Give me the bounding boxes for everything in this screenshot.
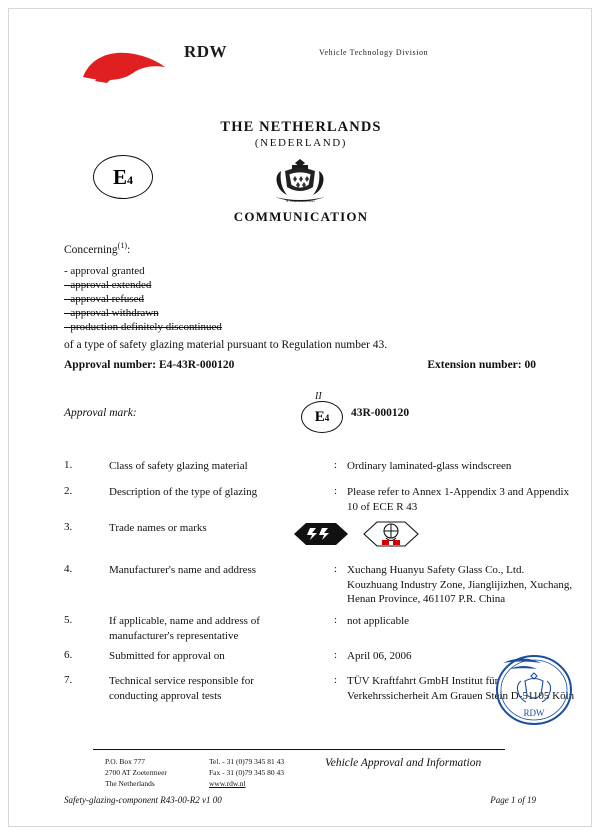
footer-address (105, 757, 167, 790)
option-approval-granted: - approval granted (64, 265, 145, 277)
footer-divider (93, 749, 505, 750)
black-hexagon-trademark-icon (292, 521, 350, 552)
option-approval-refused: - approval refused (64, 293, 145, 305)
brand-title: RDW (184, 42, 228, 61)
rdw-swoosh-logo-icon (79, 47, 175, 87)
netherlands-coat-of-arms-icon (245, 157, 355, 205)
item-colon: : (334, 674, 338, 686)
item-colon: : (334, 649, 338, 661)
item-colon: : (334, 563, 338, 575)
item-label: Submitted for approval on (109, 650, 225, 662)
address-line-2: 2700 AT Zoetermeer (105, 767, 167, 777)
item-label: Class of safety glazing material (109, 460, 248, 472)
item-number: 6. (64, 649, 73, 661)
footer-page-number: Page 1 of 19 (490, 795, 536, 805)
footer-website-link[interactable]: www.rdw.nl (209, 778, 246, 788)
rdw-blue-oval-stamp-icon (493, 647, 575, 729)
extension-number-label: Extension number: (427, 359, 522, 371)
item-colon: : (334, 459, 338, 471)
e-letter: E (112, 165, 127, 189)
item-value: April 06, 2006 (347, 650, 412, 662)
item-number: 1. (64, 459, 73, 471)
concerning-colon: : (126, 243, 131, 256)
svg-text:JE MAINTIENDRAI: JE MAINTIENDRAI (285, 199, 315, 203)
concerning-text: Concerning (64, 243, 118, 256)
item-value: TÜV Kraftfahrt GmbH Institut für Verkehrssicherheit Am Grauen Stein D-51105 Köln (347, 675, 575, 702)
contact-line-tel: Tel. - 31 (0)79 345 81 43 (209, 757, 285, 766)
item-value: Xuchang Huanyu Safety Glass Co., Ltd. Kouzhuang Industry Zone, Jianglijizhen, Xuchang, Henan Province, 461107 P.R. China (347, 564, 573, 606)
pursuant-text: of a type of safety glazing material pursuant to Regulation number 43. (64, 339, 388, 351)
item-label: If applicable, name and address of manufacturer's representative (109, 615, 260, 642)
item-number: 4. (64, 563, 73, 575)
country-title: THE NETHERLANDS (220, 119, 382, 135)
item-number: 3. (64, 521, 73, 533)
footer-contact (209, 757, 284, 790)
e4-approval-mark-large (93, 155, 153, 199)
item-value: Please refer to Annex 1-Appendix 3 and Appendix 10 of ECE R 43 (347, 486, 570, 513)
document-sheet (8, 8, 592, 827)
option-approval-withdrawn: - approval withdrawn (64, 307, 159, 319)
item-value: not applicable (347, 615, 410, 627)
footnote-marker: (1) (117, 241, 127, 250)
concerning-label (64, 241, 130, 256)
e-number-small: 4 (324, 413, 330, 423)
option-approval-extended: - approval extended (64, 279, 152, 291)
item-label: Manufacturer's name and address (109, 564, 257, 576)
country-native-title: (NEDERLAND) (254, 137, 348, 149)
item-colon: : (334, 485, 338, 497)
document-type-title: COMMUNICATION (233, 209, 369, 224)
item-number: 5. (64, 614, 73, 626)
approval-mark-roman: II (315, 391, 322, 402)
address-line-3: The Netherlands (105, 778, 155, 788)
extension-number (427, 359, 536, 371)
item-label: Technical service responsible for conducting approval tests (109, 675, 254, 702)
e4-approval-mark-small (301, 401, 343, 433)
approval-number-value: E4-43R-000120 (159, 359, 235, 371)
contact-line-fax: Fax - 31 (0)79 345 80 43 (209, 767, 284, 777)
approval-mark-number: 43R-000120 (351, 407, 410, 419)
item-label: Description of the type of glazing (109, 486, 258, 498)
footer-department: Vehicle Approval and Information (325, 757, 482, 769)
item-colon: : (334, 614, 338, 626)
approval-number-label: Approval number: (64, 359, 157, 371)
division-label: Vehicle Technology Division (319, 48, 429, 57)
e-number: 4 (127, 173, 133, 187)
option-production-discontinued: - production definitely discontinued (64, 321, 222, 333)
footer-document-ref: Safety-glazing-component R43-00-R2 v1 00 (64, 795, 222, 805)
item-number: 7. (64, 674, 73, 686)
stamp-text: RDW (523, 708, 545, 718)
e-letter-small: E (314, 409, 325, 425)
item-value: Ordinary laminated-glass windscreen (347, 460, 512, 472)
diamond-circle-trademark-icon (360, 519, 422, 554)
approval-number (64, 359, 234, 371)
approval-mark-label: Approval mark: (64, 407, 137, 419)
address-line-1: P.O. Box 777 (105, 757, 146, 766)
extension-number-value: 00 (524, 359, 536, 371)
item-label: Trade names or marks (109, 522, 207, 534)
item-number: 2. (64, 485, 73, 497)
